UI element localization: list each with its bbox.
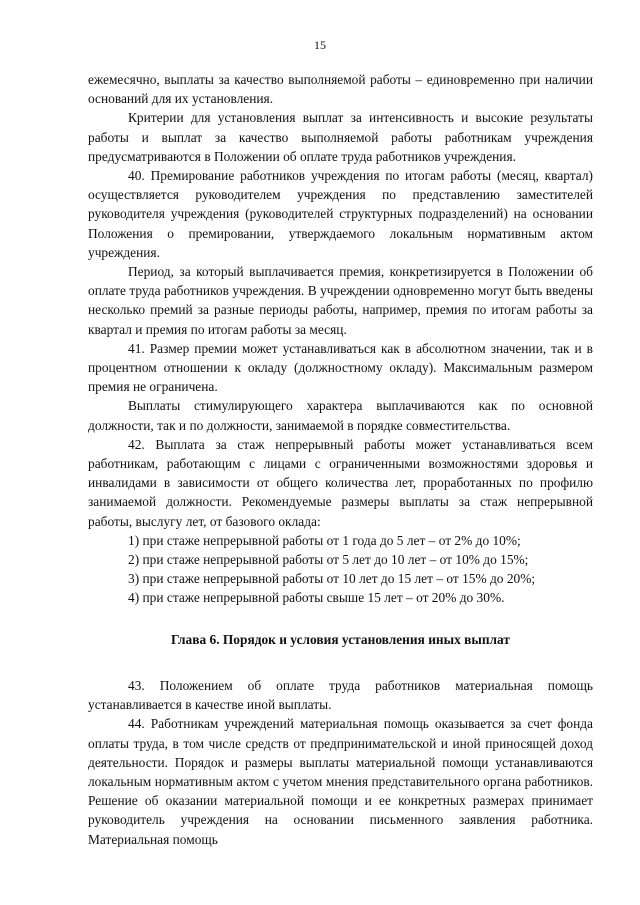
chapter-heading: Глава 6. Порядок и условия установления иных выплат	[171, 631, 510, 647]
list-item: 2) при стаже непрерывной работы от 5 лет до 10 лет – от 10% до 15%;	[128, 552, 529, 568]
paragraph-incentive-payments: Выплаты стимулирующего характера выплачиваются как по основной должности, так и по должности, занимаемой в порядке совместительства.	[88, 398, 593, 433]
paragraph-41: 41. Размер премии может устанавливаться как в абсолютном значении, так и в процентном отношении к окладу (должностному окладу). Максимальным размером премия не ограничена.	[88, 340, 593, 395]
document-body	[88, 70, 593, 849]
paragraph-44: 44. Работникам учреждений материальная помощь оказывается за счет фонда оплаты труда, в том числе средств от предпринимательской и иной приносящей доход деятельности. Порядок и размеры выплаты материальной помощи устанавливаются локальным нормативным актом с учетом мнения представительного органа работников. Решение об оказании материальной помощи и ее конкретных размерах принимает руководитель учреждения на основании письменного заявления работника. Материальная помощь	[88, 716, 593, 847]
list-item: 3) при стаже непрерывной работы от 10 лет до 15 лет – от 15% до 20%;	[128, 571, 536, 587]
paragraph-43: 43. Положением об оплате труда работников материальная помощь устанавливается в качестве иной выплаты.	[88, 677, 593, 713]
paragraph-criteria: Критерии для установления выплат за интенсивность и высокие результаты работы и выплат за качество выполняемой работы работникам учреждения предусматриваются в Положении об оплате труда работников учреждения.	[88, 110, 593, 164]
page-number: 15	[314, 38, 326, 52]
list-item: 1) при стаже непрерывной работы от 1 года до 5 лет – от 2% до 10%;	[128, 532, 521, 548]
paragraph-40: 40. Премирование работников учреждения по итогам работы (месяц, квартал) осуществляется руководителем учреждения по представлению заместителей руководителя учреждения (руководителей структурных подразделений) на основании Положения о премировании, утверждаемого локальным нормативным актом учреждения.	[88, 168, 593, 260]
list-item: 4) при стаже непрерывной работы свыше 15 лет – от 20% до 30%.	[128, 590, 505, 606]
paragraph-continuation: ежемесячно, выплаты за качество выполняемой работы – единовременно при наличии оснований для их установления.	[88, 72, 593, 107]
paragraph-42: 42. Выплата за стаж непрерывный работы может устанавливаться всем работникам, работающим с лицами с ограниченными возможностями здоровья и инвалидами в зависимости от общего количества лет, проработанных по профилю занимаемой должности. Рекомендуемые размеры выплаты за стаж непрерывной работы, выслугу лет, от базового оклада:	[88, 436, 593, 529]
paragraph-bonus-period: Период, за который выплачивается премия, конкретизируется в Положении об оплате труда работников учреждения. В учреждении одновременно могут быть введены несколько премий за разные периоды работы, например, премия по итогам работы за квартал и премия по итогам работы за месяц.	[88, 264, 593, 337]
